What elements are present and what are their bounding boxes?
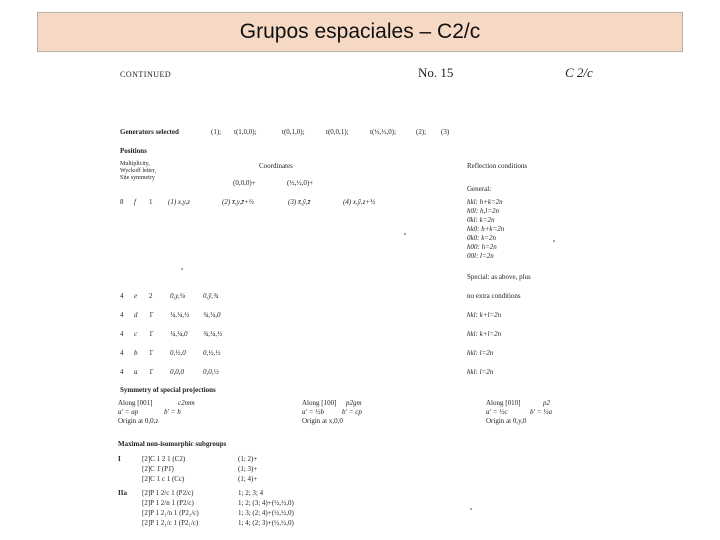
subgroup-type-label: I (118, 455, 121, 463)
special-wyckoff-letter: a (134, 368, 138, 376)
projection-axis-b: b' = ½a (530, 408, 552, 416)
subgroup-ops: (1; 4)+ (238, 475, 258, 483)
special-multiplicity: 4 (120, 311, 124, 319)
special-site-symmetry: 2 (149, 292, 153, 300)
col-site-symmetry: Site symmetry (120, 175, 155, 181)
special-coordinate: 0,½,0 (170, 349, 186, 357)
continued-label: CONTINUED (120, 70, 172, 79)
projection-origin: Origin at x,0,0 (302, 417, 343, 425)
projection-along: Along [001] (118, 399, 153, 407)
generator-item: t(½,½,0); (370, 128, 397, 136)
generator-item: (1); (211, 128, 222, 136)
projection-axis-a: a' = ½b (302, 408, 324, 416)
general-condition: 0k0: k=2n (467, 234, 497, 242)
subgroup-entry: [2]P 1 2/n 1 (P2/c) (142, 499, 194, 507)
general-site-symmetry: 1 (149, 198, 153, 206)
subgroup-ops: 1; 2; 3; 4 (238, 489, 264, 497)
special-site-symmetry: 1̄ (149, 311, 153, 319)
special-coordinate: 0,ȳ,¾ (203, 292, 219, 300)
generator-item: (2); (416, 128, 427, 136)
general-condition: hkl: h+k=2n (467, 198, 503, 206)
projection-axis-a: a' = ap (118, 408, 139, 416)
projection-symmetry: c2mm (178, 399, 195, 407)
projection-symmetry: p2gm (346, 399, 362, 407)
special-condition: no extra conditions (467, 292, 521, 300)
general-coordinate: (3) x̄,ȳ,z̄ (288, 198, 311, 206)
general-coordinate: (1) x,y,z (168, 198, 190, 206)
generators-label: Generators selected (120, 128, 179, 136)
subgroup-ops: (1; 3)+ (238, 465, 258, 473)
group-symbol: C 2/c (565, 65, 593, 80)
special-coordinate: ¼,¼,0 (170, 330, 188, 338)
coordinates-label: Coordinates (259, 162, 293, 170)
projection-symmetry: p2 (543, 399, 550, 407)
general-condition: h00: h=2n (467, 243, 497, 251)
special-multiplicity: 4 (120, 330, 124, 338)
special-condition: hkl: k+l=2n (467, 330, 502, 338)
subgroup-entry: [2]C 1̄ (P1̄) (142, 465, 174, 473)
col-multiplicity: Multiplicity, (120, 161, 150, 167)
scan-speck (404, 233, 406, 235)
subgroup-entry: [2]P 1 2₁/n 1 (P2₁/c) (142, 509, 199, 517)
subgroups-heading: Maximal non-isomorphic subgroups (118, 440, 227, 448)
special-coordinate: 0,y,¼ (170, 292, 185, 300)
general-condition: 0kl: k=2n (467, 216, 495, 224)
generator-item: t(1,0,0); (234, 128, 257, 136)
subgroup-ops: (1; 2)+ (238, 455, 258, 463)
special-coordinate: 0,0,½ (203, 368, 219, 376)
special-site-symmetry: 1̄ (149, 330, 153, 338)
projection-origin: Origin at 0,0,z (118, 417, 159, 425)
subgroup-entry: [2]P 1 2/c 1 (P2/c) (142, 489, 194, 497)
general-label: General: (467, 185, 492, 193)
slide-title: Grupos espaciales – C2/c (239, 20, 481, 43)
special-multiplicity: 4 (120, 368, 124, 376)
centering-vector: (½,½,0)+ (287, 179, 314, 187)
projection-axis-a: a' = ½c (486, 408, 508, 416)
special-condition: hkl: l=2n (467, 349, 494, 357)
scan-speck (181, 268, 183, 270)
special-coordinate: ¾,¼,½ (203, 330, 223, 338)
subgroup-ops: 1; 4; (2; 3)+(½,½,0) (238, 519, 294, 527)
special-wyckoff-letter: d (134, 311, 138, 319)
special-site-symmetry: 1̄ (149, 349, 153, 357)
subgroup-ops: 1; 3; (2; 4)+(½,½,0) (238, 509, 294, 517)
special-coordinate: 0,½,½ (203, 349, 221, 357)
subgroup-type-label: IIa (118, 489, 127, 497)
general-condition: h0l: h,l=2n (467, 207, 499, 215)
general-condition: 00l: l=2n (467, 252, 494, 260)
subgroup-entry: [2]C 1 2 1 (C2) (142, 455, 186, 463)
subgroup-ops: 1; 2; (3; 4)+(½,½,0) (238, 499, 294, 507)
projections-heading: Symmetry of special projections (120, 386, 216, 394)
general-wyckoff-letter: f (134, 198, 136, 206)
col-wyckoff: Wyckoff letter, (120, 168, 156, 174)
special-coordinate: ¾,¼,0 (203, 311, 221, 319)
group-number: No. 15 (418, 65, 454, 80)
generator-item: (3) (441, 128, 450, 136)
special-multiplicity: 4 (120, 292, 124, 300)
special-condition: hkl: l=2n (467, 368, 494, 376)
special-multiplicity: 4 (120, 349, 124, 357)
general-coordinate: (4) x,ȳ,z+½ (343, 198, 376, 206)
special-coordinate: 0,0,0 (170, 368, 184, 376)
scan-speck (470, 508, 472, 510)
centering-vector: (0,0,0)+ (233, 179, 256, 187)
reflection-conditions-label: Reflection conditions (467, 162, 528, 170)
generator-item: t(0,1,0); (282, 128, 305, 136)
projection-origin: Origin at 0,y,0 (486, 417, 527, 425)
subgroup-entry: [2]P 1 2₁/c 1 (P2₁/c) (142, 519, 199, 527)
special-condition: hkl: k+l=2n (467, 311, 502, 319)
special-coordinate: ¼,¼,½ (170, 311, 190, 319)
scan-speck (553, 240, 555, 242)
positions-heading: Positions (120, 147, 147, 155)
special-wyckoff-letter: b (134, 349, 138, 357)
slide-title-banner (37, 12, 683, 52)
general-condition: hk0: h+k=2n (467, 225, 505, 233)
general-coordinate: (2) x̄,y,z̄+½ (222, 198, 254, 206)
general-multiplicity: 8 (120, 198, 124, 206)
projection-axis-b: b' = cp (342, 408, 362, 416)
subgroup-entry: [2]C 1 c 1 (Cc) (142, 475, 185, 483)
special-wyckoff-letter: c (134, 330, 138, 338)
generator-item: t(0,0,1); (326, 128, 349, 136)
projection-along: Along [010] (486, 399, 521, 407)
special-label: Special: as above, plus (467, 273, 531, 281)
projection-along: Along [100] (302, 399, 337, 407)
projection-axis-b: b' = b (164, 408, 181, 416)
special-site-symmetry: 1̄ (149, 368, 153, 376)
special-wyckoff-letter: e (134, 292, 138, 300)
